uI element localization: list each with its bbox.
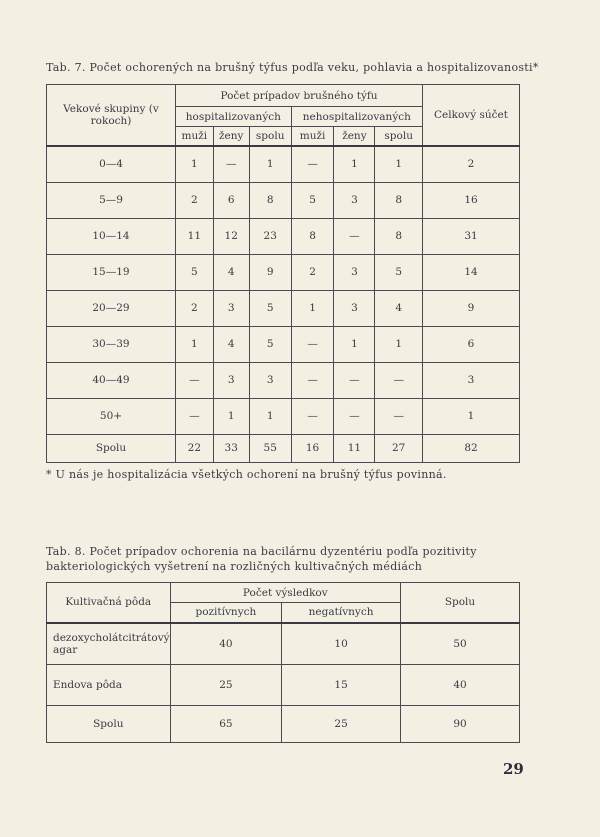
age-cell: 5—9	[47, 182, 176, 218]
cell: —	[213, 146, 249, 183]
medium-cell: Endova pôda	[47, 664, 171, 705]
age-cell: 20—29	[47, 290, 176, 326]
table-row	[47, 254, 520, 290]
cell: 1	[291, 290, 334, 326]
sum-cell: 16	[423, 182, 520, 218]
total-header: spolu	[375, 127, 423, 146]
table-row	[47, 398, 520, 434]
results-header: Počet výsledkov	[170, 583, 400, 603]
cell: 11	[176, 218, 214, 254]
men-header: muži	[176, 127, 214, 146]
cell: 22	[176, 434, 214, 462]
table-row	[47, 664, 520, 705]
table-row	[47, 182, 520, 218]
cell: 5	[375, 254, 423, 290]
cell: —	[375, 398, 423, 434]
cell: 8	[375, 218, 423, 254]
table7-caption: Tab. 7. Počet ochorených na brušný týfus podľa veku, pohlavia a hospitalizovanosti*	[46, 61, 539, 74]
age-cell: 0—4	[47, 146, 176, 183]
cell: 90	[401, 705, 520, 742]
medium-cell: dezoxycholátcitrátový agar	[47, 623, 171, 665]
cell: 1	[334, 326, 375, 362]
cell: 3	[213, 362, 249, 398]
cell: —	[176, 398, 214, 434]
cell: 9	[249, 254, 291, 290]
cell: 1	[249, 398, 291, 434]
table8	[46, 582, 520, 743]
cell: —	[334, 218, 375, 254]
cell: 8	[249, 182, 291, 218]
cell: 16	[291, 434, 334, 462]
sum-cell: 31	[423, 218, 520, 254]
table-row	[47, 623, 520, 665]
cell: 5	[249, 290, 291, 326]
cell: 23	[249, 218, 291, 254]
cell: 2	[176, 182, 214, 218]
cell: —	[375, 362, 423, 398]
cell: 1	[213, 398, 249, 434]
table-row	[47, 362, 520, 398]
cell: 40	[401, 664, 520, 705]
age-cell: 50+	[47, 398, 176, 434]
cell: 2	[176, 290, 214, 326]
women-header: ženy	[334, 127, 375, 146]
table-row	[47, 218, 520, 254]
cell: —	[291, 146, 334, 183]
cell: 1	[334, 146, 375, 183]
cell: 10	[282, 623, 401, 665]
cell: 1	[176, 326, 214, 362]
women-header: ženy	[213, 127, 249, 146]
cell: 40	[170, 623, 282, 665]
cell: 6	[213, 182, 249, 218]
cell: 1	[176, 146, 214, 183]
men-header: muži	[291, 127, 334, 146]
cell: 50	[401, 623, 520, 665]
negative-header: negatívnych	[282, 603, 401, 623]
cell: 4	[375, 290, 423, 326]
cell: 33	[213, 434, 249, 462]
cell: 27	[375, 434, 423, 462]
table7-footnote: * U nás je hospitalizácia všetkých ochorení na brušný týfus povinná.	[46, 468, 447, 481]
total-label: Spolu	[47, 434, 176, 462]
cell: 5	[176, 254, 214, 290]
cell: 8	[291, 218, 334, 254]
cell: 12	[213, 218, 249, 254]
cell: 5	[291, 182, 334, 218]
cell: —	[291, 362, 334, 398]
cell: —	[334, 398, 375, 434]
cell: 4	[213, 254, 249, 290]
cell: 3	[334, 290, 375, 326]
total-header: spolu	[249, 127, 291, 146]
total-row	[47, 434, 520, 462]
age-cell: 15—19	[47, 254, 176, 290]
table-row	[47, 290, 520, 326]
not-hospitalized-header: nehospitalizovaných	[291, 107, 422, 127]
sum-cell: 14	[423, 254, 520, 290]
cell: —	[334, 362, 375, 398]
cell: 11	[334, 434, 375, 462]
table7	[46, 84, 520, 463]
sum-cell: 1	[423, 398, 520, 434]
sum-cell: 6	[423, 326, 520, 362]
age-cell: 10—14	[47, 218, 176, 254]
age-group-header: Vekové skupiny (v rokoch)	[47, 85, 176, 146]
table8-caption: Tab. 8. Počet prípadov ochorenia na bacilárnu dyzentériu podľa pozitivity bakteriologických vyšetrení na rozličných kultivačných médiách	[46, 545, 477, 573]
cell: 4	[213, 326, 249, 362]
cell: —	[176, 362, 214, 398]
cell: 65	[170, 705, 282, 742]
medium-header: Kultivačná pôda	[47, 583, 171, 623]
table-row	[47, 146, 520, 183]
cell: 1	[375, 326, 423, 362]
total-label: Spolu	[47, 705, 171, 742]
cell: 55	[249, 434, 291, 462]
cell: 3	[213, 290, 249, 326]
cell: 25	[282, 705, 401, 742]
total-row	[47, 705, 520, 742]
cell: 2	[291, 254, 334, 290]
cell: 15	[282, 664, 401, 705]
cell: —	[291, 326, 334, 362]
cases-header: Počet prípadov brušného týfu	[176, 85, 423, 107]
hospitalized-header: hospitalizovaných	[176, 107, 292, 127]
sum-cell: 9	[423, 290, 520, 326]
cell: 5	[249, 326, 291, 362]
age-cell: 30—39	[47, 326, 176, 362]
cell: 3	[334, 182, 375, 218]
cell: 3	[249, 362, 291, 398]
sum-cell: 3	[423, 362, 520, 398]
cell: 1	[375, 146, 423, 183]
sum-cell: 2	[423, 146, 520, 183]
cell: 25	[170, 664, 282, 705]
age-cell: 40—49	[47, 362, 176, 398]
cell: 1	[249, 146, 291, 183]
positive-header: pozitívnych	[170, 603, 282, 623]
cell: 3	[334, 254, 375, 290]
sum-cell: 82	[423, 434, 520, 462]
cell: —	[291, 398, 334, 434]
total-header: Spolu	[401, 583, 520, 623]
table-row	[47, 326, 520, 362]
page-number: 29	[503, 760, 524, 778]
cell: 8	[375, 182, 423, 218]
grand-total-header: Celkový súčet	[423, 85, 520, 146]
